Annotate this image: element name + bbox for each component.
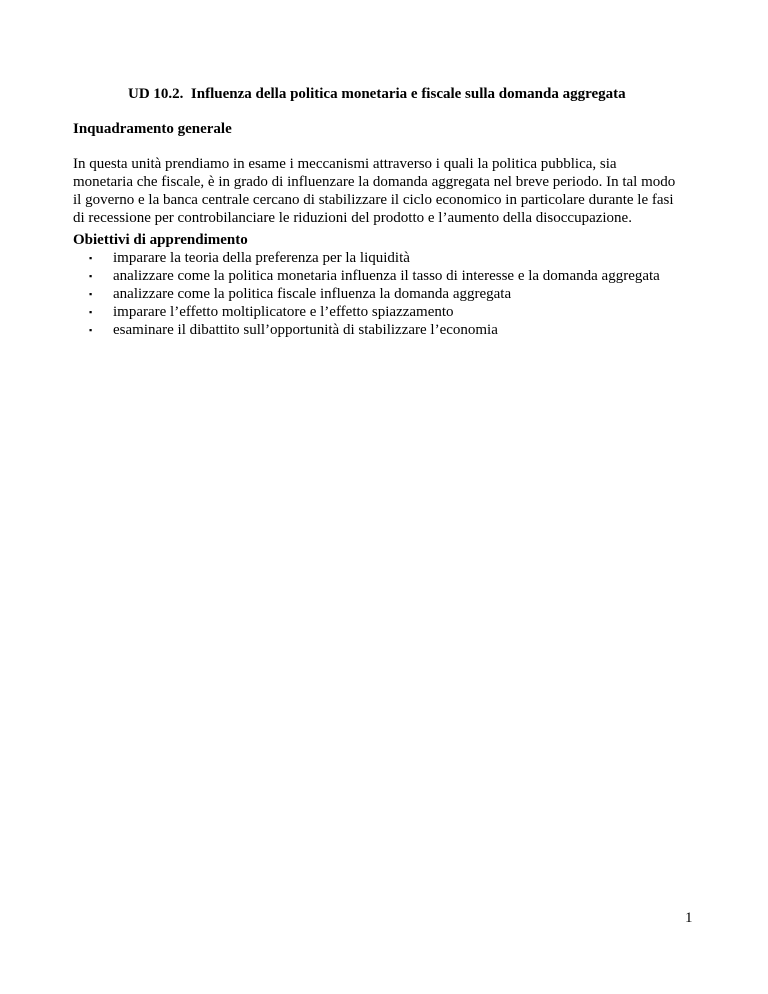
list-item-text: analizzare come la politica fiscale influenza la domanda aggregata bbox=[113, 286, 512, 302]
list-item-text: imparare l’effetto moltiplicatore e l’effetto spiazzamento bbox=[113, 304, 454, 320]
list-item bbox=[73, 285, 512, 303]
list-item-text: imparare la teoria della preferenza per la liquidità bbox=[113, 250, 410, 266]
list-item-text: analizzare come la politica monetaria influenza il tasso di interesse e la domanda aggregata bbox=[113, 268, 660, 284]
list-item bbox=[73, 267, 660, 285]
document-title: UD 10.2. Influenza della politica monetaria e fiscale sulla domanda aggregata bbox=[128, 86, 626, 102]
paragraph-line: il governo e la banca centrale cercano di stabilizzare il ciclo economico in particolare durante le fasi bbox=[73, 192, 674, 208]
paragraph-line: In questa unità prendiamo in esame i meccanismi attraverso i quali la politica pubblica, sia bbox=[73, 156, 617, 172]
section-heading-inquadramento: Inquadramento generale bbox=[73, 121, 232, 137]
list-item bbox=[73, 303, 454, 321]
paragraph-line: di recessione per controbilanciare le riduzioni del prodotto e l’aumento della disoccupazione. bbox=[73, 210, 632, 226]
bullet-icon: ▪ bbox=[89, 253, 93, 263]
paragraph-line: monetaria che fiscale, è in grado di influenzare la domanda aggregata nel breve periodo. In tal modo bbox=[73, 174, 676, 190]
bullet-icon: ▪ bbox=[89, 289, 93, 299]
list-item-text: esaminare il dibattito sull’opportunità di stabilizzare l’economia bbox=[113, 322, 498, 338]
intro-paragraph bbox=[73, 155, 713, 227]
bullet-icon: ▪ bbox=[89, 271, 93, 281]
list-item bbox=[73, 321, 498, 339]
objectives-list bbox=[73, 249, 660, 339]
list-item bbox=[73, 249, 410, 267]
section-heading-obiettivi: Obiettivi di apprendimento bbox=[73, 232, 248, 248]
bullet-icon: ▪ bbox=[89, 325, 93, 335]
page-number: 1 bbox=[685, 910, 693, 926]
bullet-icon: ▪ bbox=[89, 307, 93, 317]
